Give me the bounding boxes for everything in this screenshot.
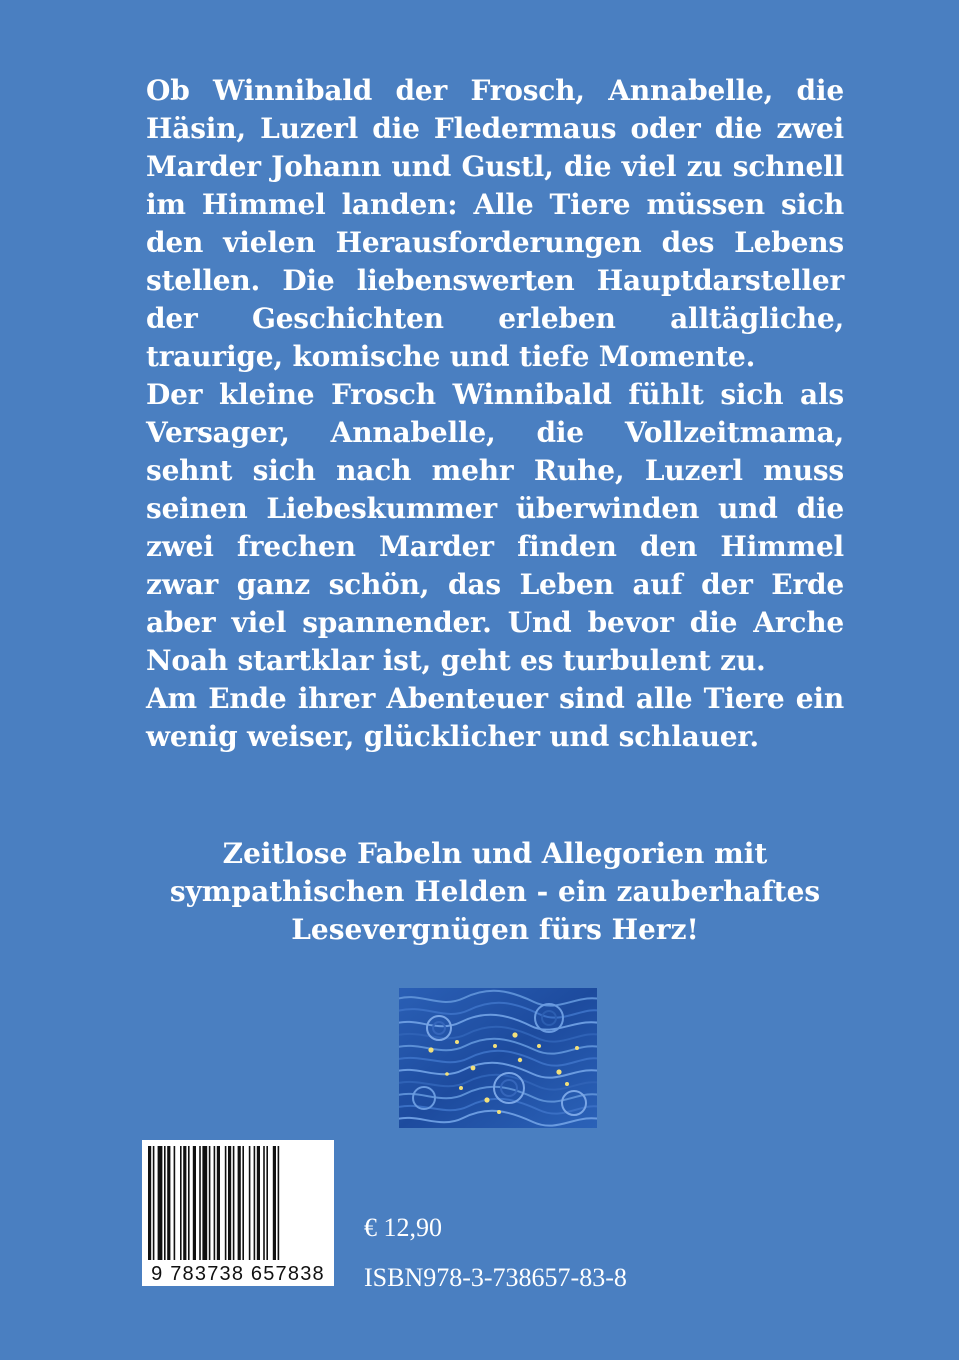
tagline xyxy=(100,835,890,949)
barcode-bar xyxy=(278,1146,280,1260)
barcode-bar xyxy=(164,1146,166,1260)
tagline-line: sympathischen Helden - ein zauberhaftes xyxy=(169,875,821,908)
barcode-bar xyxy=(228,1146,231,1260)
back-cover-blurb xyxy=(146,72,844,756)
barcode-bars xyxy=(142,1140,334,1264)
isbn-label: ISBN978-3-738657-83-8 xyxy=(364,1263,627,1292)
barcode-bar xyxy=(217,1146,220,1260)
barcode-bar xyxy=(238,1146,241,1260)
barcode-bar xyxy=(254,1146,256,1260)
starry-night-illustration xyxy=(399,988,597,1128)
barcode-bar xyxy=(209,1146,211,1260)
tagline-line: Zeitlose Fabeln und Allegorien mit xyxy=(222,837,768,870)
barcode-bar xyxy=(174,1146,176,1260)
barcode-bar xyxy=(266,1146,268,1260)
barcode-bar xyxy=(249,1146,251,1260)
barcode-bar xyxy=(214,1146,216,1260)
barcode-bar xyxy=(263,1146,265,1260)
barcode-bar xyxy=(180,1146,182,1260)
barcode-bar xyxy=(148,1146,151,1260)
blurb-paragraph: Der kleine Frosch Winnibald fühlt sich als Versager, Annabelle, die Vollzeitmama, sehnt sich nach mehr Ruhe, Luzerl muss seinen Liebeskummer überwinden und die zwei frechen Marder finden den Himmel zwar ganz schön, das Leben auf der Erde aber viel spannender. Und bevor die Arche Noah startklar ist, geht es turbulent zu. xyxy=(146,378,844,677)
price-label: € 12,90 xyxy=(364,1213,442,1242)
barcode-bar xyxy=(225,1146,227,1260)
barcode-bar xyxy=(202,1146,207,1260)
barcode-digits: 9 783738 657838 xyxy=(151,1263,325,1285)
isbn-barcode xyxy=(142,1140,334,1286)
barcode-bar xyxy=(153,1146,155,1260)
starry-night-image xyxy=(399,988,597,1128)
blurb-paragraph: Am Ende ihrer Abenteuer sind alle Tiere ein wenig weiser, glücklicher und schlauer. xyxy=(146,682,844,753)
barcode-bar xyxy=(273,1146,276,1260)
barcode-bar xyxy=(233,1146,235,1260)
blurb-paragraph: Ob Winnibald der Frosch, Annabelle, die Häsin, Luzerl die Fledermaus oder die zwei Marder Johann und Gustl, die viel zu schnell im Himmel landen: Alle Tiere müssen sich den vielen Herausforderungen des Lebens stellen. Die liebenswerten Hauptdarsteller der Geschichten erleben alltägliche, traurige, komische und tiefe Momente. xyxy=(146,74,844,373)
barcode-bar xyxy=(193,1146,196,1260)
barcode-bar xyxy=(183,1146,186,1260)
barcode-bar xyxy=(188,1146,190,1260)
barcode-bar xyxy=(199,1146,201,1260)
barcode-bar xyxy=(167,1146,170,1260)
tagline-line: Lesevergnügen fürs Herz! xyxy=(291,913,699,946)
barcode-bar xyxy=(242,1146,244,1260)
barcode-bar xyxy=(257,1146,260,1260)
barcode-bar xyxy=(158,1146,163,1260)
